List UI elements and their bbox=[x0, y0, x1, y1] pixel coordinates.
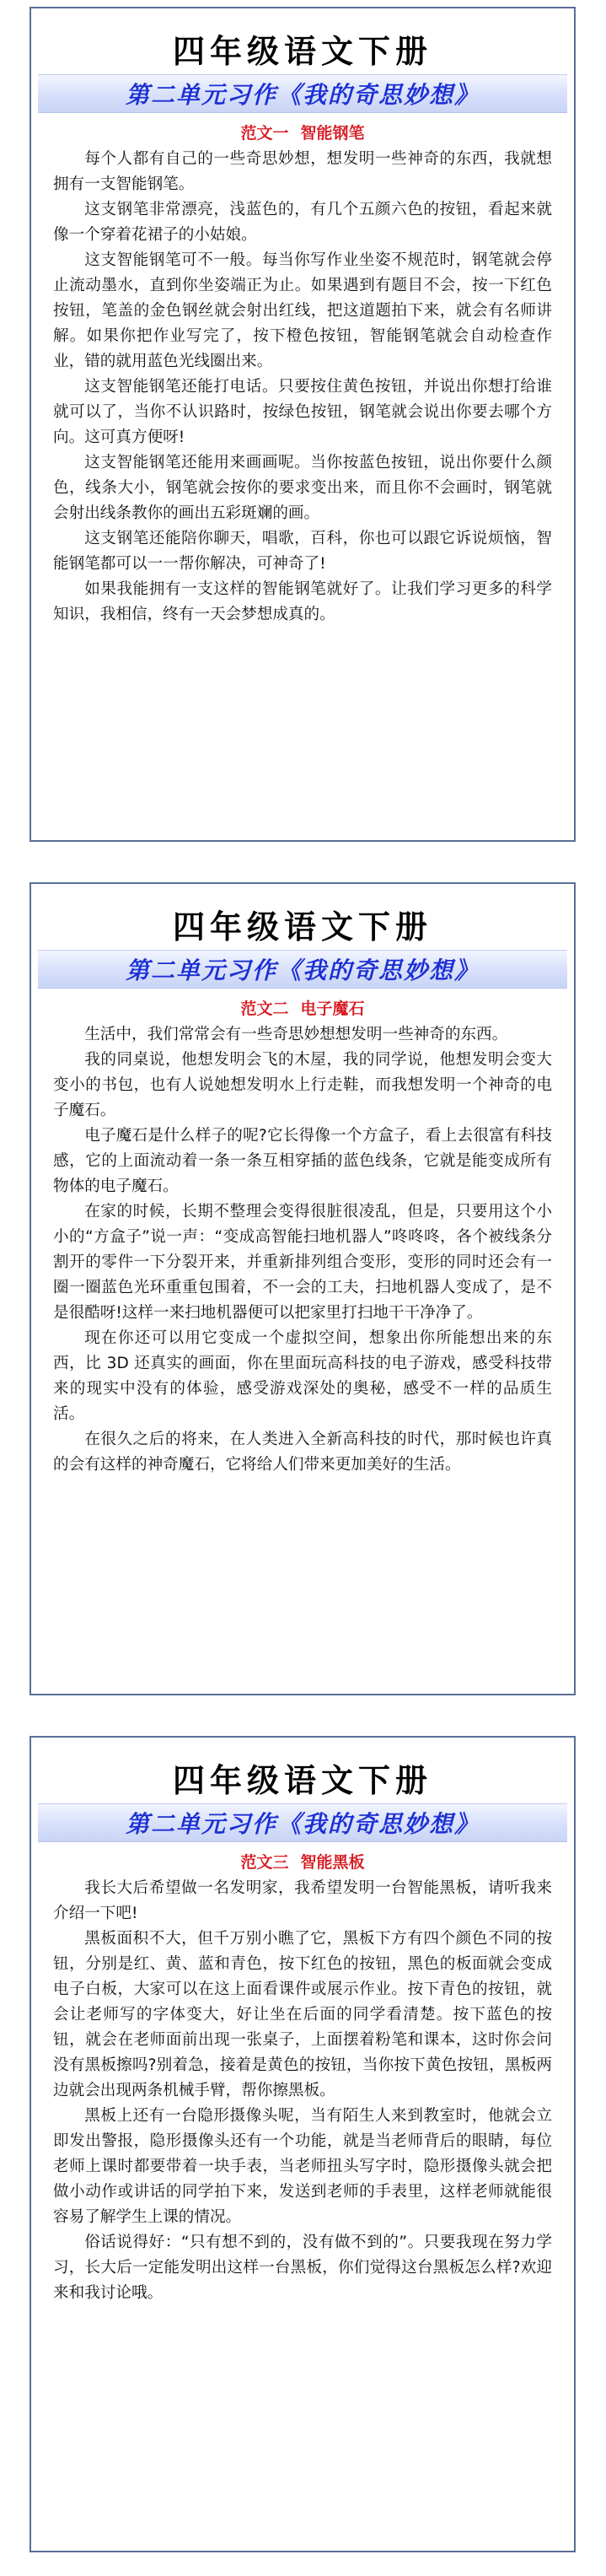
essay-number: 范文一 bbox=[240, 124, 289, 143]
essay-number: 范文三 bbox=[240, 1853, 289, 1872]
paragraph: 这支智能钢笔还能用来画画呢。当你按蓝色按钮，说出你要什么颜色，线条大小，钢笔就会按你的要求变出来，而且你不会画时，钢笔就会射出线条教你的画出五彩斑斓的画。 bbox=[53, 454, 552, 522]
essay-card-1 bbox=[29, 7, 576, 842]
paragraph: 在家的时候，长期不整理会变得很脏很凌乱，但是，只要用这个小小的“方盒子”说一声：“变成高智能扫地机器人”咚咚咚，各个被线条分割开的零件一下分裂开来，并重新排列组合变形，变形的同时还会有一圈一圈蓝色光环重重包围着，不一会的工夫，扫地机器人变成了，是不是很酷呀!这样一来扫地机器便可以把家里打扫地干干净净了。 bbox=[53, 1203, 552, 1322]
paragraph: 每个人都有自己的一些奇思妙想，想发明一些神奇的东西，我就想拥有一支智能钢笔。 bbox=[53, 150, 552, 193]
paragraph: 现在你还可以用它变成一个虚拟空间，想象出你所能想出来的东西，比 3D 还真实的画面，你在里面玩高科技的电子游戏，感受科技带来的现实中没有的体验，感受游戏深处的奥秘，感受不一样的品质生活。 bbox=[53, 1329, 552, 1423]
essay-heading bbox=[31, 121, 574, 145]
essay-body bbox=[31, 145, 574, 628]
paragraph: 我长大后希望做一名发明家，我希望发明一台智能黑板，请听我来介绍一下吧! bbox=[53, 1879, 552, 1922]
grade-title: 四年级语文下册 bbox=[172, 32, 432, 70]
unit-banner bbox=[38, 1803, 567, 1842]
paragraph: 我的同桌说，他想发明会飞的木屋，我的同学说，他想发明会变大变小的书包，也有人说她想发明水上行走鞋，而我想发明一个神奇的电子魔石。 bbox=[53, 1051, 552, 1119]
grade-title: 四年级语文下册 bbox=[172, 1761, 432, 1799]
essay-heading bbox=[31, 997, 574, 1021]
paragraph: 这支智能钢笔还能打电话。只要按住黄色按钮，并说出你想打给谁就可以了，当你不认识路时，按绿色按钮，钢笔就会说出你要去哪个方向。这可真方便呀! bbox=[53, 378, 552, 446]
essay-number: 范文二 bbox=[240, 1000, 289, 1018]
paragraph: 电子魔石是什么样子的呢?它长得像一个方盒子，看上去很富有科技感，它的上面流动着一条一条互相穿插的蓝色线条，它就是能变成所有物体的电子魔石。 bbox=[53, 1127, 552, 1195]
paragraph: 生活中，我们常常会有一些奇思妙想想发明一些神奇的东西。 bbox=[84, 1026, 508, 1043]
essay-heading bbox=[31, 1851, 574, 1874]
paragraph: 这支钢笔还能陪你聊天，唱歌，百科，你也可以跟它诉说烦恼，智能钢笔都可以一一帮你解决，可神奇了! bbox=[53, 530, 552, 573]
grade-title: 四年级语文下册 bbox=[172, 908, 432, 946]
unit-title: 第二单元习作《我的奇思妙想》 bbox=[125, 81, 480, 109]
unit-title: 第二单元习作《我的奇思妙想》 bbox=[125, 1810, 480, 1838]
essay-card-2 bbox=[29, 882, 576, 1695]
paragraph: 这支智能钢笔可不一般。每当你写作业坐姿不规范时，钢笔就会停止流动墨水，直到你坐姿端正为止。如果遇到有题目不会，按一下红色按钮，笔盖的金色钢丝就会射出红线，把这道题拍下来，就会有名师讲解。如果你把作业写完了，按下橙色按钮，智能钢笔就会自动检查作业，错的就用蓝色光线圈出来。 bbox=[53, 251, 552, 370]
essay-title: 电子魔石 bbox=[300, 1000, 365, 1018]
unit-title: 第二单元习作《我的奇思妙想》 bbox=[125, 957, 480, 984]
essay-title: 智能黑板 bbox=[300, 1853, 365, 1872]
essay-body bbox=[31, 1874, 574, 2306]
essay-title: 智能钢笔 bbox=[300, 124, 365, 143]
essay-card-3 bbox=[29, 1736, 576, 2552]
unit-banner bbox=[38, 74, 567, 113]
paragraph: 如果我能拥有一支这样的智能钢笔就好了。让我们学习更多的科学知识，我相信，终有一天会梦想成真的。 bbox=[53, 580, 552, 623]
paragraph: 黑板面积不大，但千万别小瞧了它，黑板下方有四个颜色不同的按钮，分别是红、黄、蓝和青色，按下红色的按钮，黑色的板面就会变成电子白板，大家可以在这上面看课件或展示作业。按下青色的按钮，就会让老师写的字体变大，好让坐在后面的同学看清楚。按下蓝色的按钮，就会在老师面前出现一张桌子，上面摆着粉笔和课本，这时你会问没有黑板擦吗?别着急，接着是黄色的按钮，当你按下黄色按钮，黑板两边就会出现两条机械手臂，帮你擦黑板。 bbox=[53, 1930, 552, 2099]
paragraph: 俗话说得好：“只有想不到的，没有做不到的”。只要我现在努力学习，长大后一定能发明出这样一台黑板，你们觉得这台黑板怎么样?欢迎来和我讨论哦。 bbox=[53, 2234, 552, 2302]
essay-body bbox=[31, 1021, 574, 1478]
paragraph: 这支钢笔非常漂亮，浅蓝色的，有几个五颜六色的按钮，看起来就像一个穿着花裙子的小姑娘。 bbox=[53, 201, 552, 244]
paragraph: 在很久之后的将来，在人类进入全新高科技的时代，那时候也许真的会有这样的神奇魔石，它将给人们带来更加美好的生活。 bbox=[53, 1431, 552, 1474]
paragraph: 黑板上还有一台隐形摄像头呢，当有陌生人来到教室时，他就会立即发出警报，隐形摄像头还有一个功能，就是当老师背后的眼睛，每位老师上课时都要带着一块手表，当老师扭头写字时，隐形摄像头就会把做小动作或讲话的同学拍下来，发送到老师的手表里，这样老师就能很容易了解学生上课的情况。 bbox=[53, 2107, 552, 2226]
unit-banner bbox=[38, 950, 567, 989]
